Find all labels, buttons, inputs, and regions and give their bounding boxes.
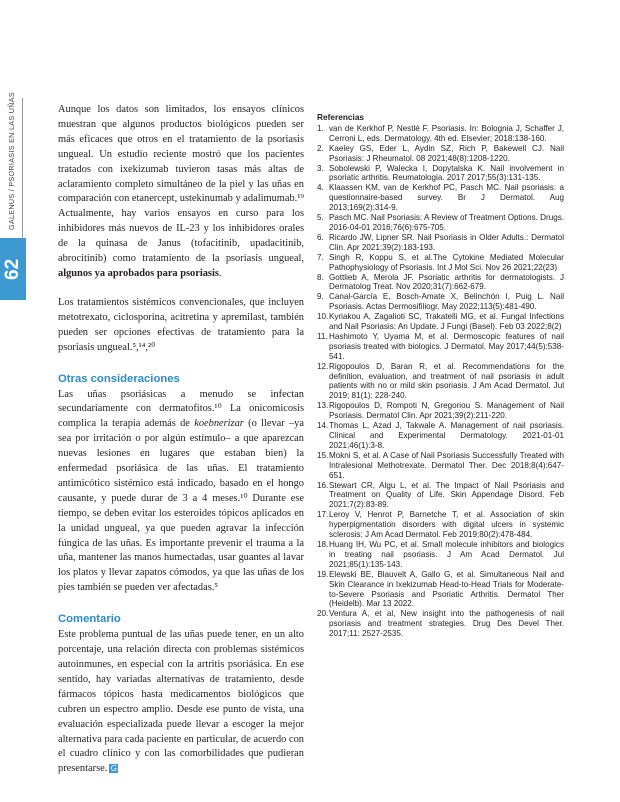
reference-text: Huang IH, Wu PC, et al. Small molecule inhibitors and biologics in treating nail psoriasis. J Am Acad Dermatol. Jul 2021;85(1):135-143. bbox=[329, 539, 564, 569]
other-part1: Las uñas psoriásicas a menudo se infectan secundariamente con dermatofitos.¹⁰ La onicomicosis complica la terapia además de bbox=[58, 388, 304, 430]
reference-number: 11. bbox=[317, 331, 328, 341]
reference-number: 20. bbox=[317, 609, 329, 619]
reference-number: 4. bbox=[317, 183, 324, 193]
other-italic: koebnerizar bbox=[194, 418, 244, 430]
reference-item bbox=[317, 144, 564, 164]
reference-number: 13. bbox=[317, 401, 329, 411]
reference-number: 19. bbox=[317, 569, 329, 579]
page-number: 62 bbox=[2, 258, 23, 280]
comment-heading: Comentario bbox=[58, 613, 121, 626]
reference-text: Thomas L, Azad J, Takwale A. Management of nail psoriasis. Clinical and Experimental Dermatology. 2021-01-01 2021;46(1):3-8. bbox=[329, 421, 564, 450]
reference-text: Kyriakou A, Zagalioti SC, Trakatelli MG, et al. Fungal Infections and Nail Psoriasis: An Update. J Fungi (Basel). Feb 03 2022;8(2) bbox=[329, 312, 564, 332]
reference-text: Elewski BE, Blauvelt A, Gallo G, et al. Simultaneous Nail and Skin Clearance in Ixekizumab Head-to-Head Trials for Moderate-to-Severe Psoriasis and Psoriatic Arthritis. Dermatol Ther (Heidelb). Mar 13 2022. bbox=[329, 569, 564, 609]
reference-item bbox=[317, 421, 564, 451]
reference-text: Rigopoulos D, Baran R, et al. Recommendations for the definition, evaluation, and treatment of nail psoriasis in adult patients with no or mild skin psoriasis. J Am Acad Dermatol. Jul 2019; 81(1): 228-240. bbox=[329, 361, 564, 401]
intro-tail: . bbox=[218, 267, 222, 279]
reference-text: Gottlieb A, Merola JF. Psoriatic arthritis for dermatologists. J Dermatolog Treat. Nov 2020;31(7):662-679. bbox=[329, 272, 564, 292]
reference-text: Singh R, Koppu S, et al.The Cytokine Mediated Molecular Pathophysiology of Psoriasis. Int J Mol Sci. Nov 26 2021;22(23) bbox=[329, 252, 564, 272]
reference-number: 3. bbox=[317, 163, 324, 173]
reference-text: Canal-García E, Bosch-Amate X, Belinchón I, Puig L. Nail Psoriasis. Actas Dermosifiliogr. May 2022;113(5):481-490. bbox=[329, 292, 564, 312]
other-part2: (o llevar –ya sea por irritación o por algún estímulo– a que aparezcan nuevas lesiones en lugares que estaban bien) la enfermedad psoriásica de las uñas. El tratamiento antimicótico sistémico está indicado, basado en el hongo causante, y puede durar de 3 a 4 meses.¹⁰ Durante ese tiempo, se deben evitar los esteroides tópicos aplicados en la unidad ungueal, ya que pueden agravar la infección fúngica de las uñas. Es importante prevenir el trauma a la uña, mantener las manos humectadas, usar guantes al lavar los platos y llevar zapatos cómodos, ya que las uñas de los pies también se pueden ver afectadas.⁵ bbox=[58, 418, 304, 594]
references-column bbox=[317, 113, 564, 639]
reference-number: 16. bbox=[317, 480, 329, 490]
reference-text: Sobolewski P, Walecka I, Dopytalska K. Nail involvement in psoriatic arthritis. Reumatologia. 2017 2017;55(3):131-135. bbox=[329, 163, 564, 183]
main-column bbox=[58, 103, 304, 790]
reference-item bbox=[317, 213, 564, 233]
systemic-paragraph: Los tratamientos sistémicos convencionales, que incluyen metotrexato, ciclosporina, acitretina y apremilast, también pueden ser opciones efectivas de tratamiento para la psoriasis ungueal.⁵,¹⁴,²⁰ bbox=[58, 296, 304, 353]
reference-item bbox=[317, 362, 564, 402]
reference-item bbox=[317, 570, 564, 610]
reference-text: Leroy V, Henrot P, Barnetche T, et al. Association of skin hyperpigmentation disorders with digital ulcers in systemic sclerosis: J Am Acad Dermatol. Feb 2019;80(2):478-484. bbox=[329, 510, 564, 540]
reference-item bbox=[317, 481, 564, 511]
reference-number: 7. bbox=[317, 252, 324, 262]
comment-paragraph bbox=[58, 628, 304, 777]
reference-item bbox=[317, 332, 564, 362]
reference-item bbox=[317, 312, 564, 332]
reference-item bbox=[317, 233, 564, 253]
reference-item bbox=[317, 510, 564, 540]
reference-number: 10. bbox=[317, 312, 329, 322]
running-head: GALENUS / PSORIASIS EN LAS UÑAS bbox=[7, 92, 16, 230]
reference-number: 6. bbox=[317, 232, 324, 242]
reference-text: Ventura A, et al, New insight into the pathogenesis of nail psoriasis and treatment strategies. Drug Des Devel Ther. 2017;11: 2527-2535. bbox=[329, 609, 564, 639]
intro-text: Aunque los datos son limitados, los ensayos clínicos muestran que algunos productos biológicos pueden ser más eficaces que otros en el tratamiento de la psoriasis ungueal. Un estudio reciente mostró que los pacientes tratados con ixekizumab tuvieron tasas más altas de aclaramiento completo simultáneo de la piel y las uñas en comparación con etanercept, ustekinumab y adalimumab.¹⁹ Actualmente, hay varios ensayos en curso para los inhibidores más nuevos de IL-23 y los inhibidores orales de la quinasa de Janus (tofacitinib, upadacitinib, abrocitinib) como tratamiento de la psoriasis ungueal, bbox=[58, 104, 304, 265]
reference-item bbox=[317, 401, 564, 421]
references-heading: Referencias bbox=[317, 112, 365, 122]
reference-number: 12. bbox=[317, 361, 329, 371]
reference-text: van de Kerkhof P, Nestlé F. Psoriasis. In: Bolognia J, Schaffer J, Cerroni L, eds. Dermatology. 4th ed. Elsevier; 2018:138-160. bbox=[329, 123, 564, 143]
margin-rule bbox=[22, 98, 23, 238]
reference-text: Stewart CR, Algu L, et al. The Impact of Nail Psoriasis and Treatment on Quality of Life. Skin Appendage Disord. Feb 2021;7(2):83-89. bbox=[329, 480, 564, 510]
intro-paragraph bbox=[58, 103, 304, 282]
intro-bold: algunos ya aprobados para psoriasis bbox=[58, 267, 219, 279]
reference-text: Rigopoulos D, Rompoti N, Gregoriou S. Management of Nail Psoriasis. Dermatol Clin. Apr 2021;39(2):211-220. bbox=[329, 401, 564, 421]
reference-item bbox=[317, 451, 564, 481]
other-paragraph bbox=[58, 388, 304, 597]
reference-item bbox=[317, 292, 564, 312]
reference-number: 8. bbox=[317, 272, 324, 282]
end-mark-icon: G bbox=[110, 764, 117, 774]
reference-text: Kaeley GS, Eder L, Aydin SZ, Rich P, Bakewell CJ. Nail Psoriasis: J Rheumatol. 08 2021;48(8):1208-1220. bbox=[329, 143, 564, 163]
reference-item bbox=[317, 124, 564, 144]
reference-text: Klaassen KM, van de Kerkhof PC, Pasch MC. Nail psoriasis: a questionnaire-based survey. Br J Dermatol. Aug 2013;169(2):314-9. bbox=[329, 183, 564, 213]
reference-number: 14. bbox=[317, 421, 329, 431]
reference-text: Mokni S, et al. A Case of Nail Psoriasis Successfully Treated with Intralesional Methotrexate. Dermatol Ther. Dec 2018;8(4):647-651. bbox=[329, 450, 564, 480]
reference-number: 1. bbox=[317, 123, 324, 133]
reference-item bbox=[317, 609, 564, 639]
reference-number: 15. bbox=[317, 450, 329, 460]
reference-item bbox=[317, 253, 564, 273]
reference-item bbox=[317, 183, 564, 213]
reference-number: 9. bbox=[317, 292, 324, 302]
reference-item bbox=[317, 164, 564, 184]
other-heading: Otras consideraciones bbox=[58, 372, 180, 385]
reference-text: Hashimoto Y, Uyama M, et al. Dermoscopic features of nail psoriasis treated with biologics. J Dermatol. May 2017;44(5):538-541. bbox=[329, 331, 564, 361]
reference-text: Ricardo JW, Lipner SR. Nail Psoriasis in Older Adults.: Dermatol Clin. Apr 2021;39(2):183-193. bbox=[329, 232, 564, 252]
references-list bbox=[317, 124, 564, 639]
reference-number: 5. bbox=[317, 213, 324, 223]
reference-item bbox=[317, 540, 564, 570]
reference-number: 17. bbox=[317, 510, 329, 520]
reference-text: Pasch MC. Nail Psoriasis: A Review of Treatment Options. Drugs. 2016-04-01 2016;76(6):675-705. bbox=[329, 213, 564, 232]
comment-text: Este problema puntual de las uñas puede tener, en un alto porcentaje, una relación directa con problemas sistémicos autoinmunes, en especial con la artritis psoriásica. En ese sentido, hay variadas alternativas de tratamiento, desde fármacos tópicos hasta medicamentos biológicos que cubren un espectro amplio. Desde ese punto de vista, una evaluación especializada puede llevar a escoger la mejor alternativa para cada paciente en particular, de acuerdo con el cuadro clínico y con las comorbilidades que pudieran presentarse. bbox=[58, 629, 304, 775]
reference-number: 2. bbox=[317, 143, 324, 153]
reference-item bbox=[317, 273, 564, 293]
reference-number: 18. bbox=[317, 539, 329, 549]
